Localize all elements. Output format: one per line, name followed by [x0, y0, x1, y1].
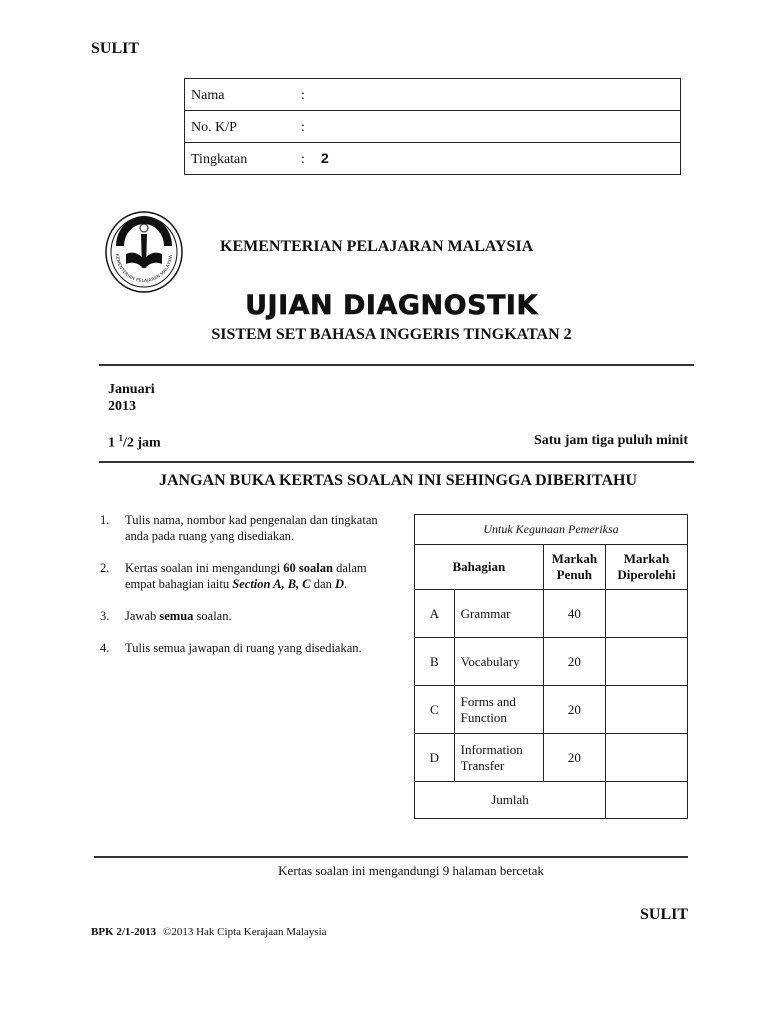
instruction-item [100, 608, 400, 624]
name-label: Nama [191, 87, 225, 103]
section-name: Forms and Function [454, 686, 543, 734]
section-obtained-marks[interactable] [606, 686, 688, 734]
section-max-marks: 40 [543, 590, 605, 638]
student-info-table [184, 78, 681, 175]
logo-text: KEMENTERIAN PELAJARAN MALAYSIA [113, 253, 175, 285]
divider-bottom [94, 856, 688, 858]
instruction-item [100, 640, 400, 656]
form-label: Tingkatan [191, 151, 248, 167]
page-count-note: Kertas soalan ini mengandungi 9 halaman bercetak [278, 863, 544, 878]
section-obtained-marks[interactable] [606, 638, 688, 686]
section-code: D [415, 734, 455, 782]
ic-colon: : [301, 119, 305, 135]
header-max-marks: Markah Penuh [543, 545, 605, 590]
name-colon: : [301, 87, 305, 103]
form-value[interactable]: 2 [321, 149, 329, 166]
ministry-name: KEMENTERIAN PELAJARAN MALAYSIA [220, 238, 534, 255]
duration-whole: 1 [108, 435, 115, 451]
section-max-marks: 20 [543, 686, 605, 734]
section-max-marks: 20 [543, 638, 605, 686]
instruction-text: Tulis nama, nombor kad pengenalan dan tingkatan anda pada ruang yang disediakan. [125, 513, 378, 543]
table-row [415, 590, 688, 638]
duration-unit: jam [133, 435, 161, 451]
examiner-header-row [415, 545, 688, 590]
section-obtained-marks[interactable] [606, 590, 688, 638]
exam-duration [108, 433, 161, 452]
section-code: C [415, 686, 455, 734]
table-row [415, 686, 688, 734]
exam-year: 2013 [108, 399, 136, 414]
ic-label: No. K/P [191, 119, 237, 135]
instruction-number: 3. [100, 609, 110, 623]
instructions-list [100, 512, 400, 672]
total-obtained-marks[interactable] [606, 782, 688, 819]
duration-denominator: /2 [123, 435, 134, 451]
exam-duration-words: Satu jam tiga puluh minit [533, 433, 688, 448]
exam-subtitle: SISTEM SET BAHASA INGGERIS TINGKATAN 2 [211, 326, 572, 343]
divider-top [99, 364, 694, 366]
header-section: Bahagian [415, 545, 544, 590]
instruction-item [100, 512, 400, 544]
section-code: A [415, 590, 455, 638]
student-info-row-form [185, 143, 681, 175]
instruction-text: Tulis semua jawapan di ruang yang disediakan. [125, 641, 362, 655]
instruction-number: 2. [100, 561, 110, 575]
classification-top: SULIT [91, 40, 140, 57]
student-info-row-name [185, 79, 681, 111]
section-max-marks: 20 [543, 734, 605, 782]
footer-copyright: ©2013 Hak Cipta Kerajaan Malaysia [163, 926, 327, 938]
section-obtained-marks[interactable] [606, 734, 688, 782]
instruction-text: Jawab semua soalan. [125, 609, 232, 623]
instruction-item [100, 560, 400, 592]
footer-code: BPK 2/1-2013 [91, 926, 157, 938]
table-row [415, 734, 688, 782]
section-code: B [415, 638, 455, 686]
total-label: Jumlah [415, 782, 606, 819]
instruction-number: 1. [100, 513, 110, 527]
section-name: Grammar [454, 590, 543, 638]
table-row [415, 638, 688, 686]
duration-numerator: 1 [118, 433, 123, 443]
divider-middle [99, 461, 694, 463]
examiner-caption: Untuk Kegunaan Pemeriksa [415, 515, 688, 545]
section-name: Information Transfer [454, 734, 543, 782]
form-colon: : [301, 151, 305, 167]
warning-heading: JANGAN BUKA KERTAS SOALAN INI SEHINGGA DIBERITAHU [158, 472, 638, 489]
exam-title: UJIAN DIAGNOSTIK [245, 290, 538, 321]
exam-month: Januari [108, 382, 155, 397]
examiner-caption-row [415, 515, 688, 545]
student-info-row-ic [185, 111, 681, 143]
examiner-marks-table [414, 514, 688, 819]
total-row [415, 782, 688, 819]
instruction-text: Kertas soalan ini mengandungi 60 soalan dalam empat bahagian iaitu Section A, B, C dan D. [125, 561, 367, 591]
classification-bottom: SULIT [640, 906, 689, 923]
section-name: Vocabulary [454, 638, 543, 686]
ministry-emblem-icon [104, 210, 184, 294]
header-obtained-marks: Markah Diperolehi [606, 545, 688, 590]
instruction-number: 4. [100, 641, 110, 655]
